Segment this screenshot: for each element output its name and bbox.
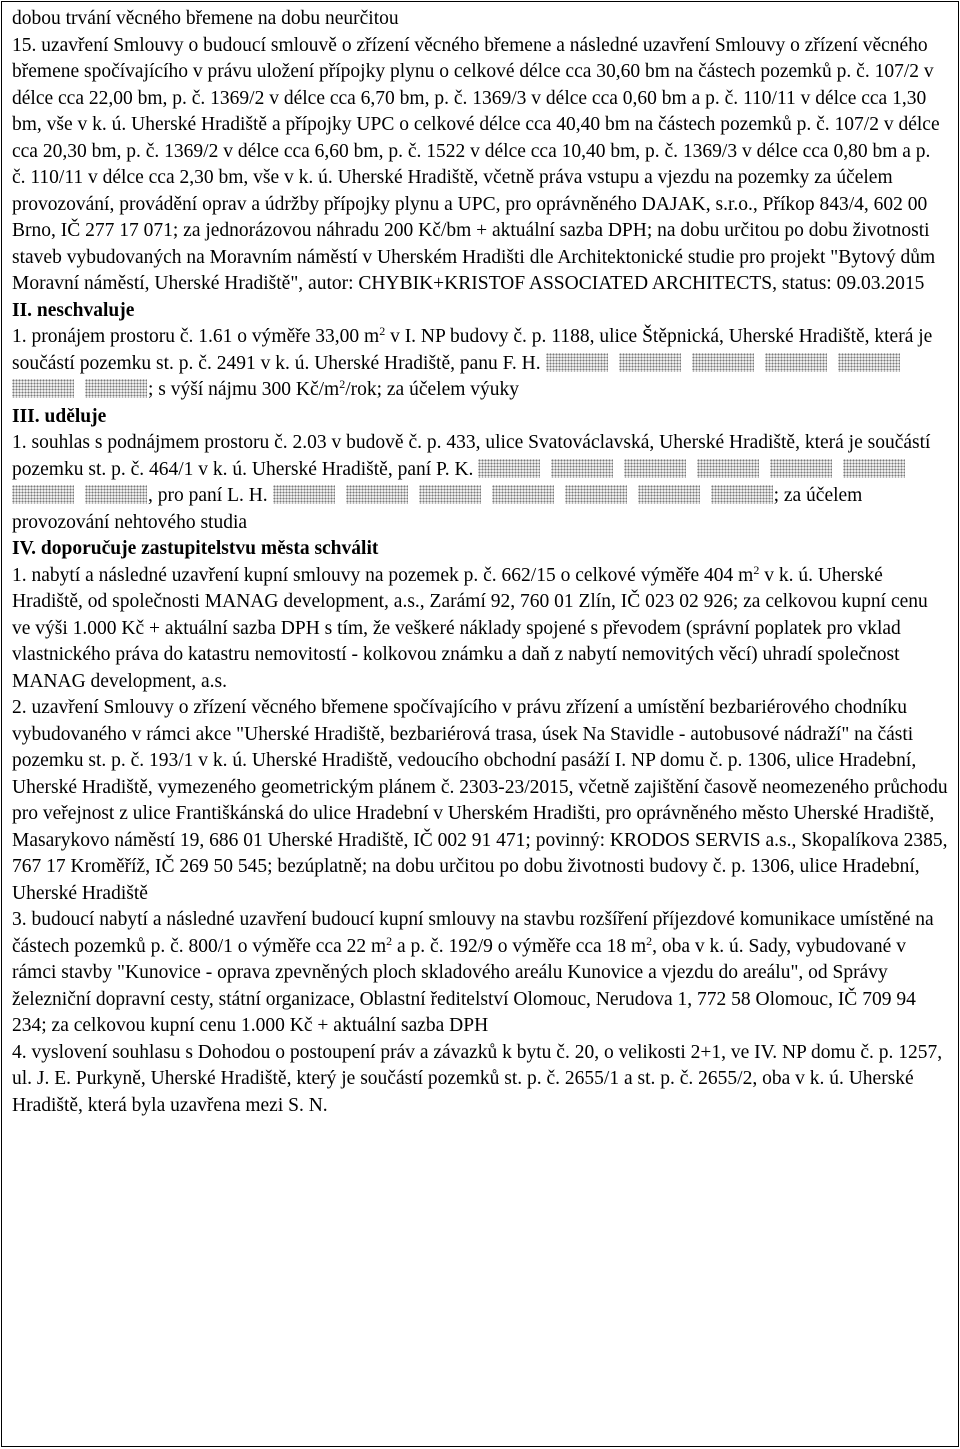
redacted-block: [697, 459, 759, 478]
section-iii-heading: [12, 404, 948, 431]
redacted-block: [346, 485, 408, 504]
redacted-block: [273, 485, 335, 504]
section-iv-item-3-text-a: 3. budoucí nabytí a následné uzavření budoucí kupní smlouvy na stavbu rozšíření příjezdové komunikace umístěné na částech pozemků p. č. 800/1 o výměře cca 22 m: [12, 909, 934, 957]
section-ii-item-1-text-a: 1. pronájem prostoru č. 1.61 o výměře 33,00 m: [12, 326, 380, 347]
section-iii-item-1-text-a: 1. souhlas s podnájmem prostoru č. 2.03 v budově č. p. 433, ulice Svatováclavská, Uherské Hradiště, která je součástí pozemku st. p. č. 464/1 v k. ú. Uherské Hradiště, paní P. K.: [12, 432, 931, 480]
section-ii-item-1-rent-b: /rok; za účelem výuky: [345, 379, 520, 400]
section-iv-item-2: [12, 695, 948, 907]
section-iv-item-3-text-c: , oba v k. ú. Sady, vybudované v rámci stavby "Kunovice - oprava zpevněných ploch skladového areálu Kunovice a vjezdu do areálu", od Správy železniční dopravní cesty, státní organizace, Oblastní ředitelství Olomouc, Nerudova 1, 772 58 Olomouc, IČ 709 94 234; za celkovou kupní cenu 1.000 Kč + aktuální sazba DPH: [12, 935, 916, 1036]
superscript-2: 2: [339, 377, 346, 391]
superscript-2: 2: [646, 933, 653, 948]
redacted-block: [843, 459, 905, 478]
section-iv-item-1: [12, 563, 948, 696]
section-ii-item-1: [12, 324, 948, 404]
superscript-2: 2: [379, 324, 386, 338]
section-ii-heading-text: II. neschvaluje: [12, 299, 135, 321]
redacted-block: [638, 485, 700, 504]
section-iv-item-3-text-b: a p. č. 192/9 o výměře cca 18 m: [392, 935, 647, 957]
superscript-2: 2: [386, 933, 393, 948]
section-iv-item-3: [12, 907, 948, 1040]
redacted-block: [765, 353, 827, 372]
section-ii-item-1-rent-a: ; s výší nájmu 300 Kč/m: [148, 379, 340, 400]
redacted-block: [419, 485, 481, 504]
redacted-block: [12, 379, 74, 398]
section-iv-item-4: [12, 1040, 948, 1120]
section-iv-item-1-text-a: 1. nabytí a následné uzavření kupní smlouvy na pozemek p. č. 662/15 o celkové výměře 404 m: [12, 564, 754, 586]
intro-line: [12, 6, 948, 33]
section-iv-item-4-text: 4. vyslovení souhlasu s Dohodou o postoupení práv a závazků k bytu č. 20, o velikosti 2+1, ve IV. NP domu č. p. 1257, ul. J. E. Purkyně, Uherské Hradiště, který je součástí pozemků st. p. č. 2655/1 a st. p. č. 2655/2, oba v k. ú. Uherské Hradiště, která byla uzavřena mezi S. N.: [12, 1041, 943, 1116]
section-iv-heading: [12, 536, 948, 563]
section-iv-item-1-text-b: v k. ú. Uherské Hradiště, od společnosti MANAG development, a.s., Zarámí 92, 760 01 Zlín, IČ 023 02 926; za celkovou kupní cenu ve výši 1.000 Kč + aktuální sazba DPH s tím, že veškeré náklady spojené s převodem (správní poplatek pro vklad vlastnického práva do katastru nemovitostí - kolkovou známku a daň z nabytí nemovitých věcí) uhradí společnost MANAG development, a.s.: [12, 564, 928, 692]
intro-line-text: dobou trvání věcného břemene na dobu neurčitou: [12, 8, 399, 29]
redacted-block: [85, 379, 147, 398]
redacted-block: [619, 353, 681, 372]
redacted-block: [546, 353, 608, 372]
redacted-block: [492, 485, 554, 504]
document-page: [1, 1, 959, 1447]
superscript-2: 2: [753, 562, 760, 577]
redacted-block: [624, 459, 686, 478]
section-iii-item-1: [12, 430, 948, 536]
redacted-block: [12, 485, 74, 504]
section-iii-item-1-text-c: ; za účelem provozování nehtového studia: [12, 485, 863, 533]
section-iv-item-2-text: 2. uzavření Smlouvy o zřízení věcného břemene spočívajícího v právu zřízení a umístění bezbariérového chodníku vybudovaného v rámci akce "Uherské Hradiště, bezbariérová trasa, úsek Na Stavidle - autobusové nádraží" na části pozemku st. p. č. 193/1 v k. ú. Uherské Hradiště, vedoucího obchodní pasáží I. NP domu č. p. 1306, ulice Hradební, Uherské Hradiště, vymezeného geometrickým plánem č. 2303-23/2015, včetně zajištění časově neomezeného průchodu pro veřejnost z ulice Františkánská do ulice Hradební v Uherském Hradišti, pro oprávněného město Uherské Hradiště, Masarykovo náměstí 19, 686 01 Uherské Hradiště, IČ 002 91 471; povinný: KRODOS SERVIS a.s., Skopalíkova 2385, 767 17 Kroměříž, IČ 269 50 545; bezúplatně; na dobu určitou po dobu životnosti budovy č. p. 1306, ulice Hradební, Uherské Hradiště: [12, 697, 948, 904]
section-iii-item-1-text-b: , pro paní L. H.: [148, 485, 273, 506]
redacted-block: [85, 485, 147, 504]
redacted-block: [770, 459, 832, 478]
section-iii-heading-text: III. uděluje: [12, 405, 107, 427]
redacted-block: [565, 485, 627, 504]
section-ii-item-1-text-b: v I. NP budovy č. p. 1188, ulice Štěpnická, Uherské Hradiště, která je součástí pozemku st. p. č. 2491 v k. ú. Uherské Hradiště, panu F. H.: [12, 326, 933, 374]
redacted-block: [838, 353, 900, 372]
redacted-block: [551, 459, 613, 478]
section-iv-heading-text: IV. doporučuje zastupitelstvu města schválit: [12, 538, 379, 559]
redacted-block: [711, 485, 773, 504]
section-ii-heading: [12, 298, 948, 325]
redacted-block: [692, 353, 754, 372]
item-15: [12, 33, 948, 298]
item-15-text: 15. uzavření Smlouvy o budoucí smlouvě o zřízení věcného břemene a následné uzavření Smlouvy o zřízení věcného břemene spočívajícího v právu uložení přípojky plynu o celkové délce cca 30,60 bm na částech pozemků p. č. 107/2 v délce cca 22,00 bm, p. č. 1369/2 v délce cca 6,70 bm, p. č. 1369/3 v délce cca 0,60 bm a p. č. 110/11 v délce cca 1,30 bm, vše v k. ú. Uherské Hradiště a přípojky UPC o celkové délce cca 40,40 bm na částech pozemků p. č. 107/2 v délce cca 20,30 bm, p. č. 1369/2 v délce cca 6,60 bm, p. č. 1522 v délce cca 10,40 bm, p. č. 1369/3 v délce cca 0,80 bm a p. č. 110/11 v délce cca 2,30 bm, vše v k. ú. Uherské Hradiště, včetně práva vstupu a vjezdu na pozemky za účelem provozování, provádění oprav a údržby přípojky plynu a UPC, pro oprávněného DAJAK, s.r.o., Příkop 843/4, 602 00 Brno, IČ 277 17 071; za jednorázovou náhradu 200 Kč/bm + aktuální sazba DPH; na dobu určitou po dobu životnosti staveb vybudovaných na Moravním náměstí v Uherském Hradišti dle Architektonické studie pro projekt "Bytový dům Moravní náměstí, Uherské Hradiště", autor: CHYBIK+KRISTOF ASSOCIATED ARCHITECTS, status: 09.03.2015: [12, 34, 940, 294]
redacted-block: [478, 459, 540, 478]
